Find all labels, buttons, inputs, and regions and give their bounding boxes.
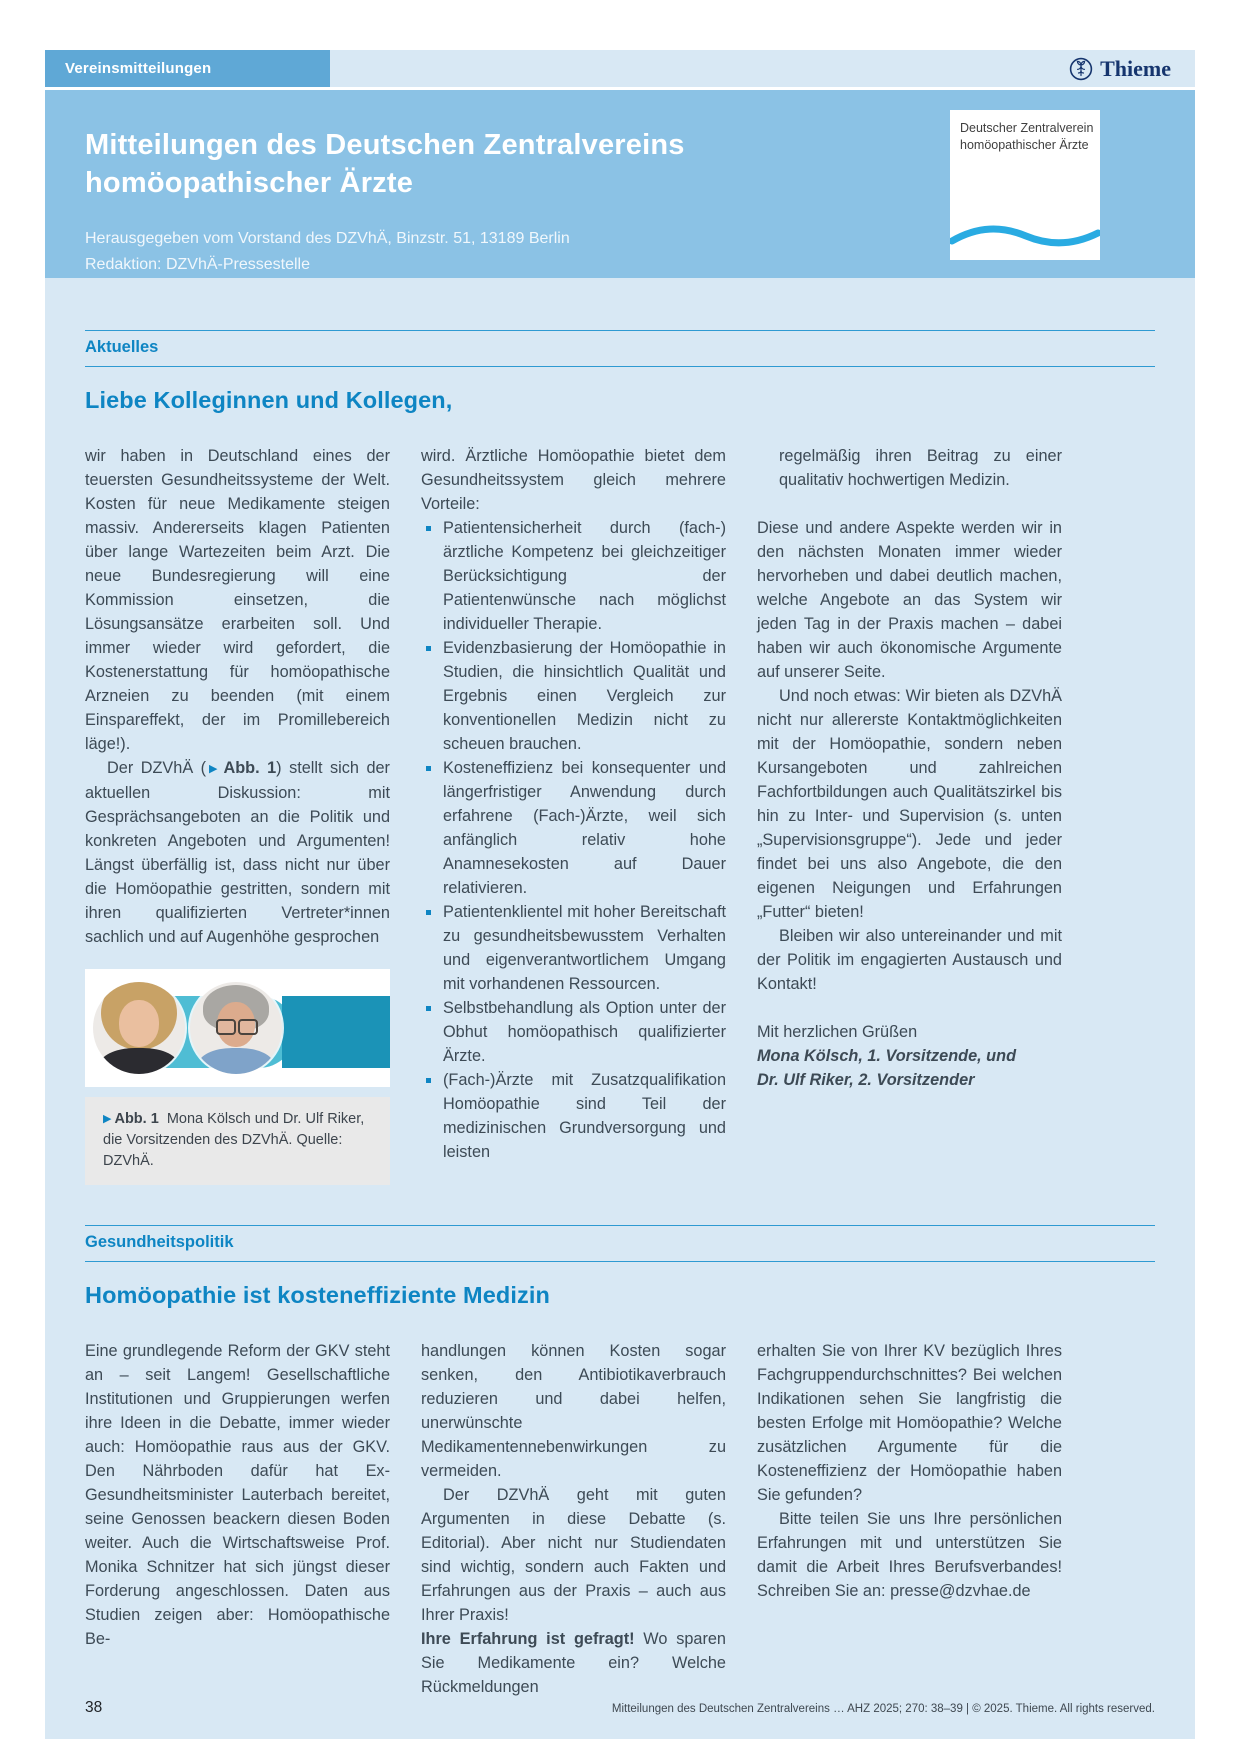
photo-band-dark xyxy=(282,996,390,1068)
portrait-face xyxy=(119,1000,159,1047)
bullet-text: (Fach-)Ärzte mit Zusatzqualifikation Homöopathie sind Teil der medizinischen Grundversorgung und leisten xyxy=(443,1071,726,1161)
bullet-item xyxy=(421,1068,726,1164)
bullet-text: Patientensicherheit durch (fach-) ärztliche Kompetenz bei gleichzeitiger Berücksichtigung der Patientenwünsche nach möglichst individueller Therapie. xyxy=(443,519,726,633)
journal-title-line1: Mitteilungen des Deutschen Zentralvereins xyxy=(85,129,685,161)
portrait-ulf-riker xyxy=(190,982,282,1074)
caption-label: Abb. 1 xyxy=(114,1111,159,1127)
paragraph xyxy=(421,1627,726,1699)
call-to-action-lead: Ihre Erfahrung ist gefragt! xyxy=(421,1630,635,1648)
paragraph: wird. Ärztliche Homöopathie bietet dem Gesundheitssystem gleich mehrere Vorteile: xyxy=(421,447,726,513)
figure-caption xyxy=(85,1097,390,1185)
bullet-list xyxy=(421,516,726,1164)
page-number: 38 xyxy=(85,1699,103,1716)
column-3 xyxy=(757,444,1062,1092)
thieme-logo xyxy=(1069,56,1171,82)
bullet-continuation: regelmäßig ihren Beitrag zu einer qualitativ hochwertigen Medizin. xyxy=(779,447,1062,489)
bullet-square-icon xyxy=(426,646,431,651)
portrait-shoulders xyxy=(99,1048,179,1074)
figure-ref: Abb. 1 xyxy=(223,759,277,777)
paragraph: Der DZVhÄ geht mit guten Argumenten in diese Debatte (s. Editorial). Aber nicht nur Studiendaten sind wichtig, sondern auch Fakten und Erfahrungen aus der Praxis – auch aus Ihrer Praxis! xyxy=(421,1486,726,1624)
bullet-square-icon xyxy=(426,1006,431,1011)
paragraph: Eine grundlegende Reform der GKV steht an – seit Langem! Gesellschaftliche Institutionen und Gruppierungen werfen ihre Ideen in die Debatte, immer wieder auch: Homöopathie raus aus der GKV. Den Nährboden dafür hat Ex-Gesundheitsminister Lauterbach bereitet, seine Genossen beackern diesen Boden weiter. Auch die Wirtschaftsweise Prof. Monika Schnitzer hat sich jüngst dieser Forderung angeschlossen. Daten aus Studien zeigen aber: Homöopathische Be- xyxy=(85,1342,390,1648)
column-1 xyxy=(85,1339,390,1651)
dzvha-logo-line2: homöopathischer Ärzte xyxy=(960,138,1089,152)
journal-page xyxy=(45,50,1195,1739)
glasses-icon xyxy=(238,1019,258,1035)
paragraph xyxy=(757,1507,1062,1603)
column-1 xyxy=(85,444,390,1185)
article-heading-gesundheitspolitik: Homöopathie ist kosteneffiziente Medizin xyxy=(85,1282,550,1308)
portrait-shoulders xyxy=(198,1048,274,1074)
citation: Mitteilungen des Deutschen Zentralvereins … AHZ 2025; 270: 38–39 | © 2025. Thieme. All rights reserved. xyxy=(611,1703,1155,1715)
column-3 xyxy=(757,1339,1062,1603)
bullet-item xyxy=(421,996,726,1068)
paragraph-text: Wo sparen Sie Medikamente ein? Welche Rückmeldungen xyxy=(421,1630,726,1696)
glasses-icon xyxy=(216,1019,236,1035)
bullet-item xyxy=(421,900,726,996)
journal-kicker: Vereinsmitteilungen xyxy=(45,50,330,87)
bullet-square-icon xyxy=(426,1078,431,1083)
paragraph: erhalten Sie von Ihrer KV bezüglich Ihres Fachgruppendurchschnittes? Bei welchen Indikationen sehen Sie langfristig die besten Erfolge mit Homöopathie? Welche zusätzlichen Argumente für die Kosteneffizienz der Homöopathie haben Sie gefunden? xyxy=(757,1342,1062,1504)
bullet-text: Evidenzbasierung der Homöopathie in Studien, die hinsichtlich Qualität und Ergebnis einen Vergleich zur konventionellen Medizin nicht zu scheuen brauchen. xyxy=(443,639,726,753)
paragraph: Und noch etwas: Wir bieten als DZVhÄ nicht nur allererste Kontaktmöglichkeiten mit der Homöopathie, sondern neben Kursangeboten und zahlreichen Fachfortbildungen auch Qualitätszirkel bis hin zu Inter- und Supervision (s. unten „Supervisionsgruppe“). Jede und jeder findet bei uns also Angebote, die den eigenen Neigungen und Erfahrungen „Futter“ bieten! xyxy=(757,687,1062,921)
thieme-flower-icon xyxy=(1069,57,1093,81)
thieme-wordmark: Thieme xyxy=(1100,55,1171,81)
figure-image xyxy=(85,969,390,1087)
caption-text: Mona Kölsch und Dr. Ulf Riker, die Vorsitzenden des DZVhÄ. Quelle: DZVhÄ. xyxy=(103,1111,365,1169)
email-link[interactable]: presse@dzvhae.de xyxy=(890,1582,1031,1600)
bullet-text: Kosteneffizienz bei konsequenter und längerfristiger Anwendung durch erfahrene (Fach-)Ärzte, weil sich anfänglich relativ hohe Anamnesekosten auf Dauer relativieren. xyxy=(443,759,726,897)
top-bar xyxy=(45,50,1195,87)
paragraph: handlungen können Kosten sogar senken, den Antibiotikaverbrauch reduzieren und dabei helfen, unerwünschte Medikamentennebenwirkungen zu vermeiden. xyxy=(421,1342,726,1480)
bullet-item xyxy=(421,636,726,756)
dzvha-logo-wave-icon xyxy=(950,220,1100,250)
publisher-line-1: Herausgegeben vom Vorstand des DZVhÄ, Binzstr. 51, 13189 Berlin xyxy=(85,230,570,247)
figure-1 xyxy=(85,969,390,1185)
paragraph: wir haben in Deutschland eines der teuersten Gesundheitssysteme der Welt. Kosten für neue Medikamente steigen massiv. Andererseits klagen Patienten über lange Wartezeiten beim Arzt. Die neue Bundesregierung will eine Kommission einsetzen, die Lösungsansätze erarbeiten soll. Und immer wieder wird gefordert, die Kostenerstattung für homöopathische Arzneien zu beenden (mit einem Einspareffekt, der im Promillebereich läge!). xyxy=(85,447,390,753)
publisher-line-2: Redaktion: DZVhÄ-Pressestelle xyxy=(85,256,310,273)
dzvha-logo-line1: Deutscher Zentralverein xyxy=(960,121,1094,135)
paragraph: Bleiben wir also untereinander und mit der Politik im engagierten Austausch und Kontakt! xyxy=(757,927,1062,993)
article-columns-gesundheitspolitik xyxy=(85,1339,1155,1699)
closing-line: Mit herzlichen Grüßen xyxy=(757,1023,918,1041)
paragraph: Diese und andere Aspekte werden wir in den nächsten Monaten immer wieder hervorheben und dabei deutlich machen, welche Angebote an das System wir jeden Tag in der Praxis machen – dabei haben wir auch ökonomische Argumente auf unserer Seite. xyxy=(757,519,1062,681)
dzvha-logo-text xyxy=(960,120,1100,154)
journal-header xyxy=(45,90,1195,278)
portrait-mona-koelsch xyxy=(93,982,185,1074)
signature-line-1: Mona Kölsch, 1. Vorsitzende, und xyxy=(757,1047,1017,1065)
caption-arrow-icon: ▶ xyxy=(103,1113,112,1125)
column-2 xyxy=(421,1339,726,1699)
journal-title-line2: homöopathischer Ärzte xyxy=(85,167,414,199)
section-header-gesundheitspolitik xyxy=(85,1225,1155,1262)
article-heading-aktuelles: Liebe Kolleginnen und Kollegen, xyxy=(85,387,453,413)
bullet-text: Patientenklientel mit hoher Bereitschaft zu gesundheitsbewusstem Verhalten und eigenverantwortlichem Umgang mit vorhandenen Ressourcen. xyxy=(443,903,726,993)
page-footer xyxy=(85,1699,1155,1739)
signature-line-2: Dr. Ulf Riker, 2. Vorsitzender xyxy=(757,1071,975,1089)
bullet-square-icon xyxy=(426,910,431,915)
bullet-item xyxy=(421,756,726,900)
section-label-aktuelles: Aktuelles xyxy=(85,338,159,356)
section-header-aktuelles xyxy=(85,330,1155,367)
bullet-square-icon xyxy=(426,526,431,531)
bullet-text: Selbstbehandlung als Option unter der Obhut homöopathisch qualifizierter Ärzte. xyxy=(443,999,726,1065)
article-columns-aktuelles xyxy=(85,444,1155,1185)
brand-strip xyxy=(330,50,1195,87)
paragraph-text: ) stellt sich der aktuellen Diskussion: mit Gesprächsangeboten an die Politik und konkreten Angeboten und Argumenten! Längst überfällig ist, dass nicht nur über die Homöopathie gestritten, sondern mit ihren qualifizierten Vertreter*innen sachlich und auf Augenhöhe gesprochen xyxy=(85,759,390,946)
paragraph-text: Der DZVhÄ ( xyxy=(107,759,207,777)
paragraph xyxy=(85,756,390,949)
column-2 xyxy=(421,444,726,1164)
bullet-square-icon xyxy=(426,766,431,771)
paragraph-text: Bitte teilen Sie uns Ihre persönlichen Erfahrungen mit und unterstützen Sie damit die Arbeit Ihres Berufsverbandes! Schreiben Sie an: xyxy=(757,1510,1062,1600)
section-label-gesundheitspolitik: Gesundheitspolitik xyxy=(85,1233,234,1251)
bullet-item xyxy=(421,516,726,636)
figure-ref-arrow-icon: ▶ xyxy=(206,763,221,775)
page-body xyxy=(45,278,1195,1739)
dzvha-logo xyxy=(950,110,1100,260)
